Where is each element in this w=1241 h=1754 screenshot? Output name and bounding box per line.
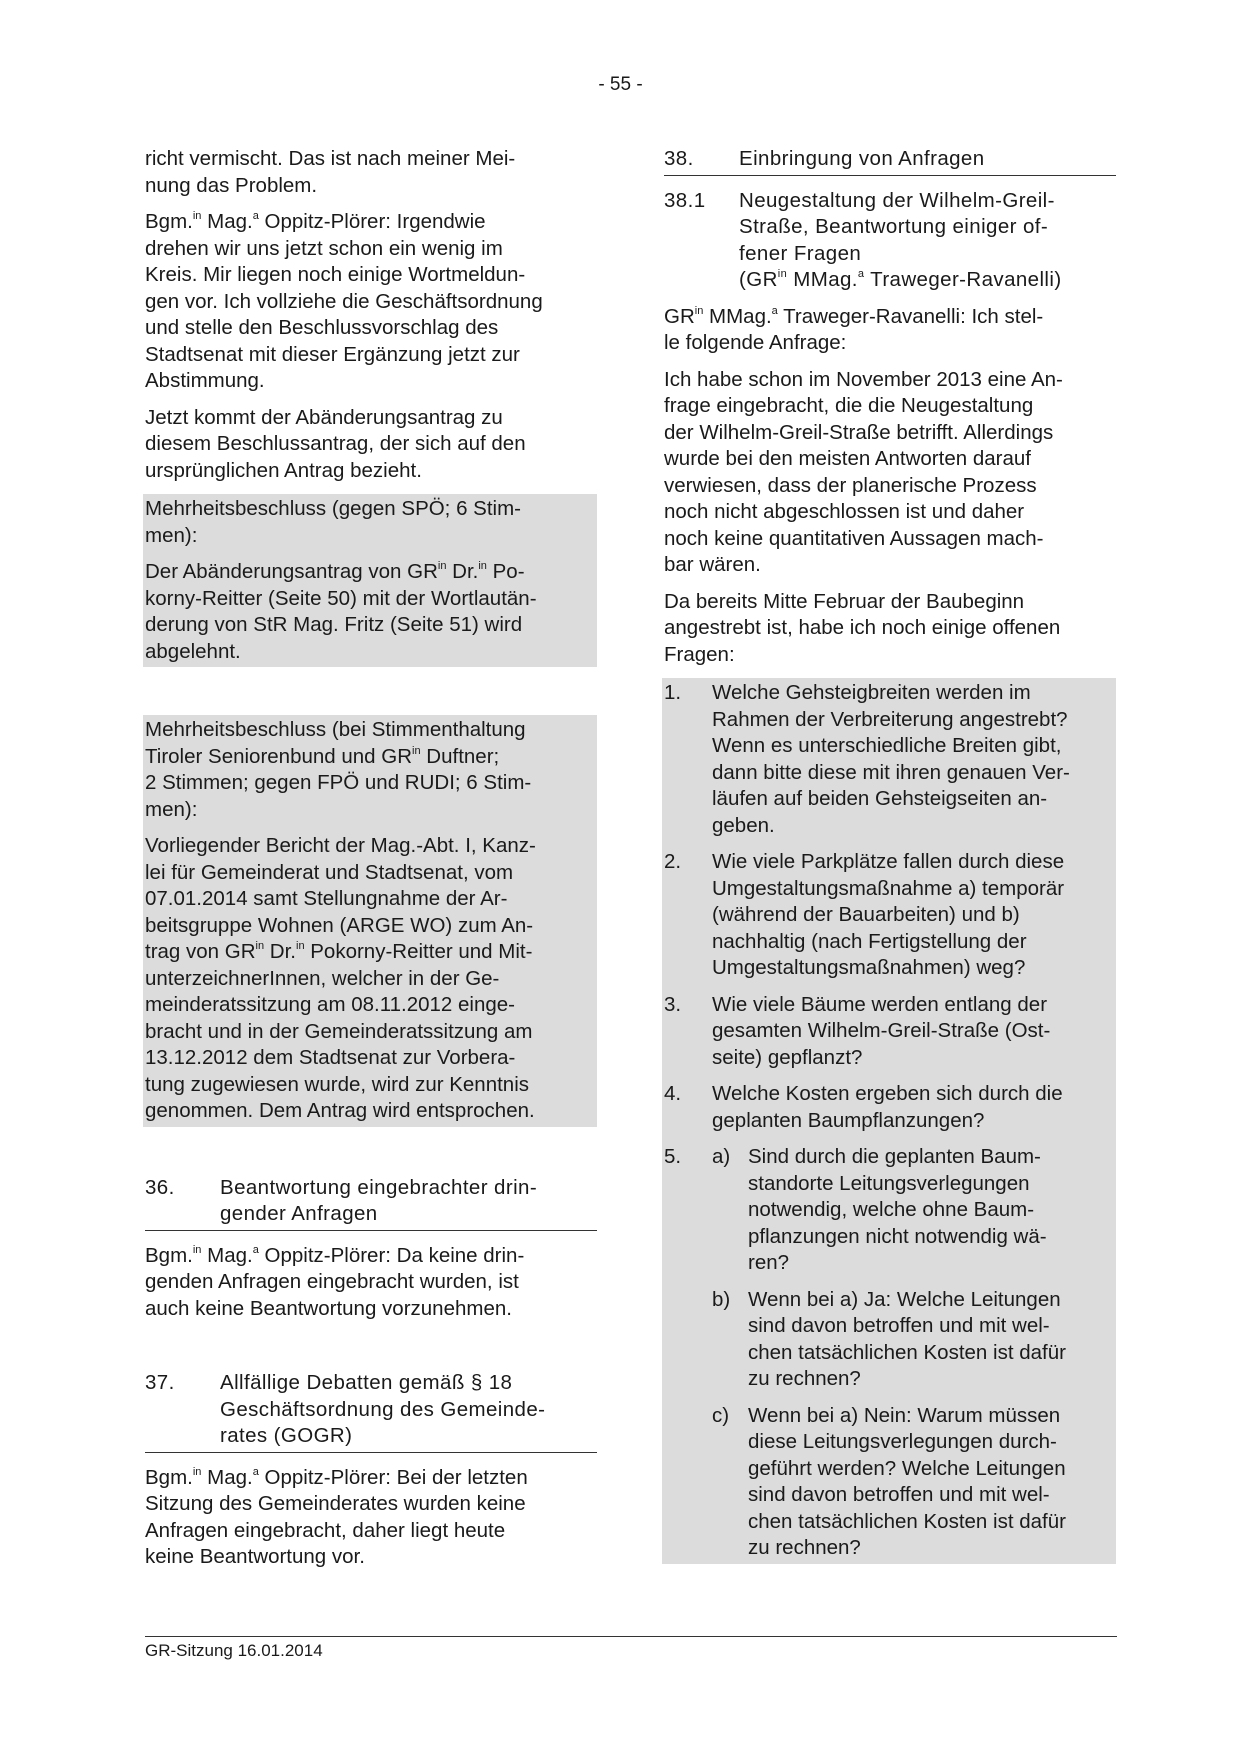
resolution-text: Vorliegender Bericht der Mag.-Abt. I, Kanz- lei für Gemeinderat und Stadtsenat, vom 07.01.2014 samt Stellungnahme der Ar- beitsgruppe Wohnen (ARGE WO) zum An- trag von $GR^{in}$ Dr.$^{in}$ Pokorny-Reitter und Mit- unterzeichnerInnen, welcher in der Ge- meinderatssitzung am 08.11.2012 einge- bracht und in der Gemeinderatssitzung am 13.12.2012 dem Stadtsenat zur Vorbera- tung zugewiesen wurde, wird zur Kenntnis genommen. Dem Antrag wird entsprochen. (145, 834, 536, 1122)
subquestion-text: Sind durch die geplanten Baum- standorte Leitungsverlegungen notwendig, welche ohne Baum- pflanzungen nicht notwendig wä- ren? (748, 1145, 1047, 1274)
subquestion-letter: b) (712, 1287, 731, 1311)
question-text: Wie viele Parkplätze fallen durch diese Umgestaltungsmaßnahme a) temporär (während der Bauarbeiten) und b) nachhaltig (nach Fertigstellung der Umgestaltungsmaßnahmen) weg? (712, 850, 1065, 979)
question-number: 3. (664, 992, 682, 1016)
right-column (664, 146, 1116, 1574)
resolution-box (143, 494, 597, 667)
resolution-box (143, 715, 597, 1127)
section-heading-37 (145, 1370, 597, 1453)
question-item (664, 992, 1112, 1072)
question-item (664, 680, 1112, 839)
section-title: Allfällige Debatten gemäß § 18 Geschäftsordnung des Gemeinde- rates (GOGR) (220, 1371, 546, 1447)
section-number: 37. (145, 1371, 175, 1394)
section-number: 36. (145, 1175, 175, 1199)
resolution-heading: Mehrheitsbeschluss (bei Stimmenthaltung Tiroler Seniorenbund und $GR^{in}$ Duftner; 2 Stimmen; gegen FPÖ und RUDI; 6 Stim- men): (145, 718, 532, 821)
question-number: 4. (664, 1082, 682, 1105)
speech-paragraph: Bgm.$^{in}$ Mag.$^a$ Oppitz-Plörer: Bei der letzten Sitzung des Gemeinderates wurden keine Anfragen eingebracht, daher liegt heute keine Beantwortung vor. (145, 1465, 528, 1568)
question-text: Wie viele Bäume werden entlang der gesamten Wilhelm-Greil-Straße (Ost- seite) gepflanzt? (712, 992, 1051, 1069)
subsection-number: 38.1 (664, 188, 706, 212)
resolution-text: Der Abänderungsantrag von $GR^{in}$ Dr.$^{in}$ Po- korny-Reitter (Seite 50) mit der Wortlautän- derung von StR Mag. Fritz (Seite 51) wird abgelehnt. (145, 560, 537, 663)
speech-paragraph: $GR^{in}$ MMag.$^a$ Traweger-Ravanelli: Ich stel- le folgende Anfrage: (664, 304, 1044, 354)
subsection-title: Neugestaltung der Wilhelm-Greil- Straße, Beantwortung einiger of- fener Fragen ($GR^{in}$ MMag.$^a$ Traweger-Ravanelli) (739, 188, 1062, 291)
question-item (664, 849, 1112, 982)
page-footer: GR-Sitzung 16.01.2014 (145, 1636, 1117, 1661)
question-text: Welche Gehsteigbreiten werden im Rahmen der Verbreiterung angestrebt? Wenn es unterschiedliche Breiten gibt, dann bitte diese mit ihren genauen Ver- läufen auf beiden Gehsteigseiten an- geben. (712, 681, 1070, 837)
section-heading-38 (664, 146, 1116, 176)
subsection-heading-38-1 (664, 188, 1116, 294)
subquestion-text: Wenn bei a) Ja: Welche Leitungen sind davon betroffen und mit wel- chen tatsächlichen Kosten ist dafür zu rechnen? (748, 1287, 1066, 1390)
subquestion-letter: a) (712, 1145, 731, 1168)
paragraph: Da bereits Mitte Februar der Baubeginn angestrebt ist, habe ich noch einige offenen Fragen: (664, 589, 1061, 666)
section-title: Einbringung von Anfragen (739, 147, 985, 170)
question-number: 2. (664, 850, 682, 873)
section-heading-36 (145, 1175, 597, 1231)
question-list (662, 678, 1116, 1564)
page-number: - 55 - (598, 74, 643, 95)
section-title: Beantwortung eingebrachter drin- gender Anfragen (220, 1175, 538, 1225)
question-number: 1. (664, 681, 682, 704)
subquestion-letter: c) (712, 1403, 730, 1427)
question-subitem (664, 1287, 1112, 1393)
question-subitem (664, 1144, 1112, 1277)
question-subitem (664, 1403, 1112, 1562)
question-number: 5. (664, 1145, 682, 1168)
question-item (664, 1081, 1112, 1134)
speech-paragraph: Bgm.$^{in}$ Mag.$^a$ Oppitz-Plörer: Irgendwie drehen wir uns jetzt schon ein wenig im Kreis. Mir liegen noch einige Wortmeldun- gen vor. Ich vollziehe die Geschäftsordnung und stelle den Beschlussvorschlag des Stadtsenat mit dieser Ergänzung jetzt zur Abstimmung. (145, 210, 543, 392)
resolution-heading: Mehrheitsbeschluss (gegen SPÖ; 6 Stim- men): (145, 497, 521, 547)
question-text: Welche Kosten ergeben sich durch die geplanten Baumpflanzungen? (712, 1082, 1063, 1132)
left-column (145, 146, 597, 1581)
speech-paragraph: Bgm.$^{in}$ Mag.$^a$ Oppitz-Plörer: Da keine drin- genden Anfragen eingebracht wurden, ist auch keine Beantwortung vorzunehmen. (145, 1243, 525, 1320)
paragraph: richt vermischt. Das ist nach meiner Mei- nung das Problem. (145, 147, 516, 197)
subquestion-text: Wenn bei a) Nein: Warum müssen diese Leitungsverlegungen durch- geführt werden? Welche Leitungen sind davon betroffen und mit wel- chen tatsächlichen Kosten ist dafür zu rechnen? (748, 1403, 1066, 1559)
paragraph: Jetzt kommt der Abänderungsantrag zu diesem Beschlussantrag, der sich auf den ursprünglichen Antrag bezieht. (145, 405, 526, 482)
section-number: 38. (664, 147, 694, 170)
paragraph: Ich habe schon im November 2013 eine An- frage eingebracht, die die Neugestaltung der Wilhelm-Greil-Straße betrifft. Allerdings wurde bei den meisten Antworten darauf verwiesen, dass der planerische Prozess noch nicht abgeschlossen ist und daher noch keine quantitativen Aussagen mach- bar wären. (664, 367, 1063, 576)
